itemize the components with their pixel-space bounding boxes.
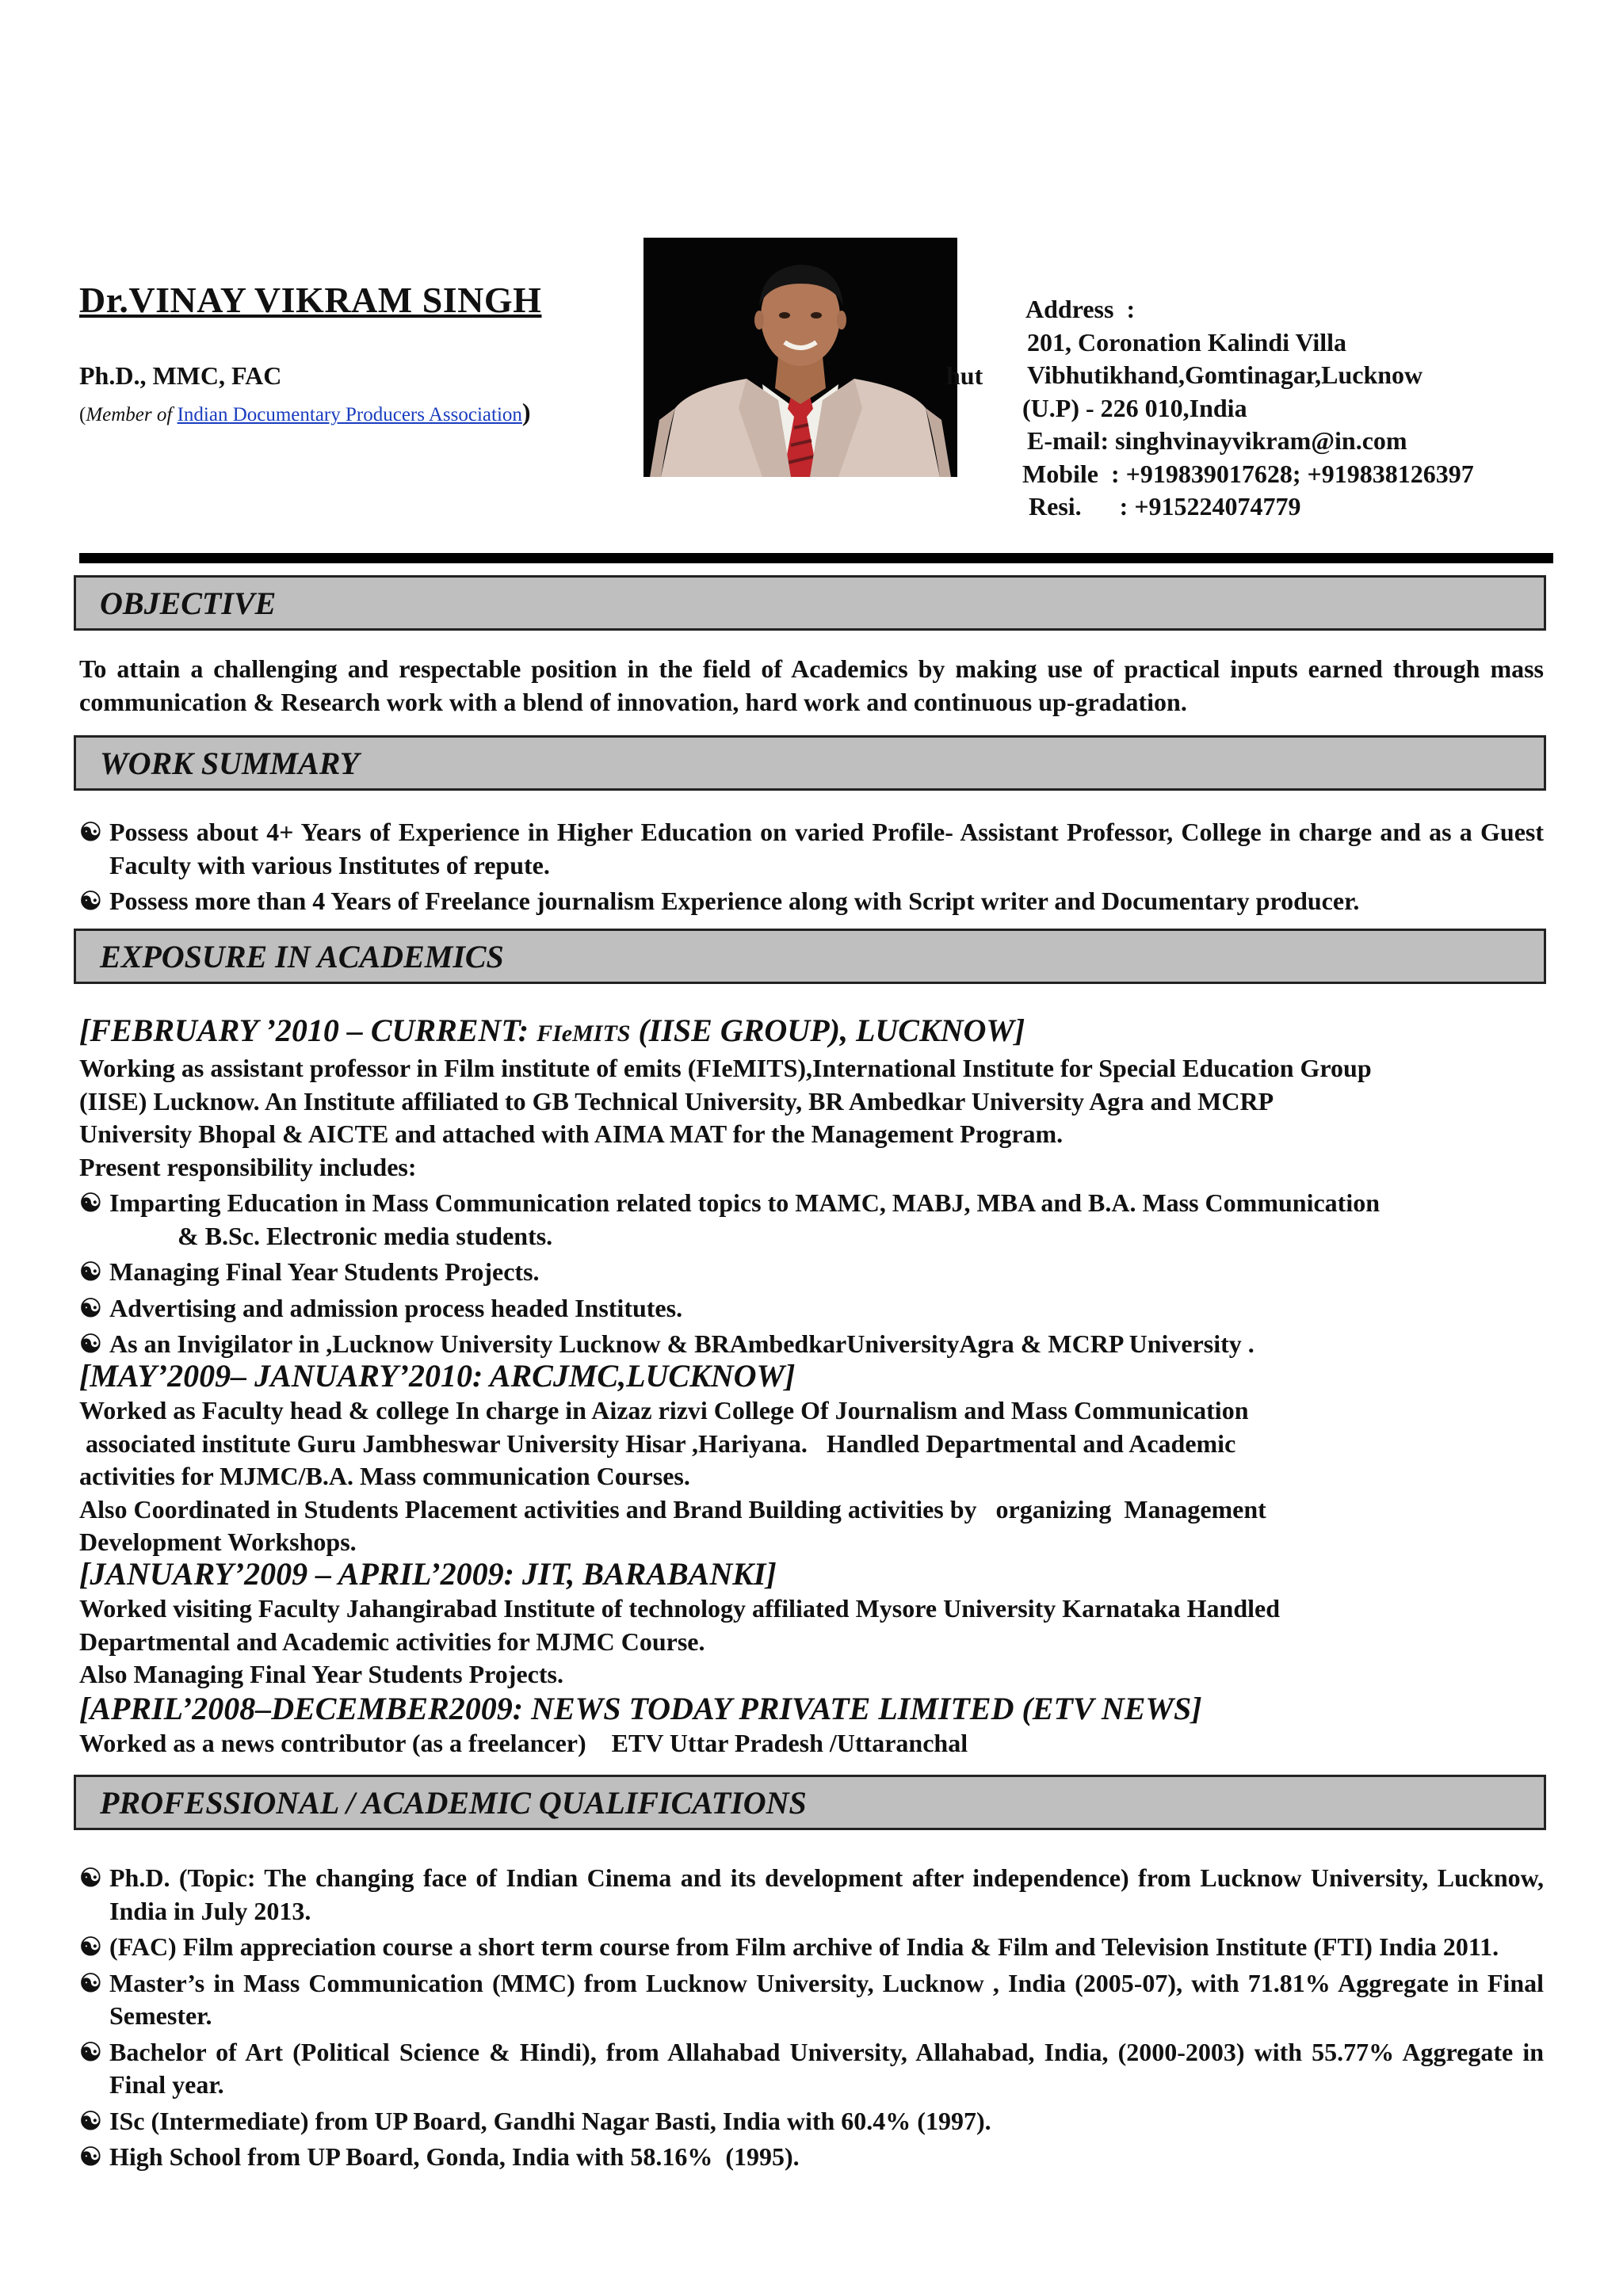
job3-line: Also Managing Final Year Students Projects.	[79, 1660, 563, 1688]
job3-title: [JANUARY’2009 – APRIL’2009: JIT, BARABANKI]	[79, 1556, 777, 1592]
job3-line: Departmental and Academic activities for MJMC Course.	[79, 1627, 705, 1656]
address-block	[1022, 293, 1474, 524]
job1-bullet: ☯ Managing Final Year Students Projects.	[79, 1256, 1544, 1289]
job1-line: (IISE) Lucknow. An Institute affiliated to GB Technical University, BR Ambedkar University Agra and MCRP	[79, 1086, 1274, 1116]
job3-line: Worked visiting Faculty Jahangirabad Institute of technology affiliated Mysore University Karnataka Handled	[79, 1594, 1280, 1623]
yin-yang-bullet-icon: ☯	[79, 818, 102, 846]
qualification-item: ☯ High School from UP Board, Gonda, India with 58.16% (1995).	[79, 2141, 1544, 2174]
membership-member-of: Member of	[86, 404, 178, 425]
work-summary-item: ☯ Possess about 4+ Years of Experience in Higher Education on varied Profile- Assistant Professor, College in charge and as a Guest Faculty with various Institutes of repute.	[79, 818, 1544, 879]
job1-line: University Bhopal & AICTE and attached with AIMA MAT for the Management Program.	[79, 1119, 1064, 1148]
job2-line: Worked as Faculty head & college In charge in Aizaz rizvi College Of Journalism and Mass Communication	[79, 1396, 1249, 1425]
job1-line: Present responsibility includes:	[79, 1152, 417, 1181]
yin-yang-bullet-icon: ☯	[79, 1932, 102, 1961]
address-resi: Resi. : +915224074779	[1029, 492, 1301, 521]
job4-line: Worked as a news contributor (as a freelancer) ETV Uttar Pradesh /Uttaranchal	[79, 1729, 968, 1757]
job1-bullet: ☯ Imparting Education in Mass Communication related topics to MAMC, MABJ, MBA and B.A. Mass Communication	[79, 1187, 1544, 1220]
address-email: E-mail: singhvinayvikram@in.com	[1027, 426, 1407, 455]
qualification-item: ☯ Ph.D. (Topic: The changing face of Indian Cinema and its development after independence) from Lucknow University, Lucknow, India in July 2013.	[79, 1863, 1544, 1925]
objective-heading: OBJECTIVE	[74, 575, 1546, 631]
yin-yang-bullet-icon: ☯	[79, 1188, 102, 1217]
job1-line: Working as assistant professor in Film institute of emits (FIeMITS),International Institute for Special Education Group	[79, 1054, 1372, 1082]
yin-yang-bullet-icon: ☯	[79, 2142, 102, 2171]
overlapped-text-fragment: hut	[946, 361, 983, 390]
job1-block	[79, 1013, 1544, 1361]
address-mobile: Mobile : +919839017628; +919838126397	[1022, 459, 1474, 488]
degrees: Ph.D., MMC, FAC	[79, 361, 282, 390]
exposure-heading: EXPOSURE IN ACADEMICS	[74, 929, 1546, 984]
candidate-name: Dr.VINAY VIKRAM SINGH	[79, 280, 542, 320]
yin-yang-bullet-icon: ☯	[79, 1863, 102, 1892]
job3-block	[79, 1556, 1544, 1691]
work-summary-heading: WORK SUMMARY	[74, 735, 1546, 791]
job2-block	[79, 1358, 1544, 1559]
work-summary-list	[79, 816, 1544, 918]
job4-title: [APRIL’2008–DECEMBER2009: NEWS TODAY PRIVATE LIMITED (ETV NEWS]	[79, 1691, 1202, 1726]
qualification-item: ☯ Master’s in Mass Communication (MMC) from Lucknow University, Lucknow , India (2005-07), with 71.81% Aggregate in Final Semester.	[79, 1968, 1544, 2030]
qualifications-list	[79, 1862, 1544, 2174]
profile-photo	[643, 238, 957, 477]
job2-line: Development Workshops.	[79, 1527, 357, 1556]
yin-yang-bullet-icon: ☯	[79, 2037, 102, 2066]
yin-yang-bullet-icon: ☯	[79, 1257, 102, 1286]
qualification-item: ☯ (FAC) Film appreciation course a short term course from Film archive of India & Film and Television Institute (FTI) India 2011.	[79, 1931, 1544, 1964]
membership-open: (	[79, 404, 86, 425]
yin-yang-bullet-icon: ☯	[79, 1293, 102, 1322]
address-line3: (U.P) - 226 010,India	[1022, 393, 1247, 422]
objective-text: To attain a challenging and respectable position in the field of Academics by making use of practical inputs earned through mass communication & Research work with a blend of innovation, hard work and continuous up-gradation.	[79, 654, 1544, 716]
header-divider	[79, 553, 1553, 563]
job4-block	[79, 1691, 1544, 1760]
job2-line: associated institute Guru Jambheswar University Hisar ,Hariyana. Handled Departmental and Academic	[79, 1428, 1236, 1458]
job2-line: Also Coordinated in Students Placement activities and Brand Building activities by organizing Management	[79, 1494, 1266, 1524]
address-line1: 201, Coronation Kalindi Villa	[1027, 327, 1347, 357]
job1-bullet: ☯ Advertising and admission process headed Institutes.	[79, 1292, 1544, 1325]
yin-yang-bullet-icon: ☯	[79, 887, 102, 915]
yin-yang-bullet-icon: ☯	[79, 1329, 102, 1358]
qualification-item: ☯ Bachelor of Art (Political Science & Hindi), from Allahabad University, Allahabad, India, (2000-2003) with 55.77% Aggregate in Final year.	[79, 2037, 1544, 2099]
job1-bullet-continuation: & B.Sc. Electronic media students.	[178, 1221, 553, 1250]
work-summary-item: ☯ Possess more than 4 Years of Freelance journalism Experience along with Script writer and Documentary producer.	[79, 885, 1544, 918]
job2-title: [MAY’2009– JANUARY’2010: ARCJMC,LUCKNOW]	[79, 1358, 796, 1394]
membership-link[interactable]: Indian Documentary Producers Association	[177, 404, 522, 425]
job1-bullet: ☯ As an Invigilator in ,Lucknow University Lucknow & BRAmbedkarUniversityAgra & MCRP University .	[79, 1328, 1544, 1361]
yin-yang-bullet-icon: ☯	[79, 2106, 102, 2135]
job2-line: activities for MJMC/B.A. Mass communication Courses.	[79, 1462, 690, 1490]
qualifications-heading: PROFESSIONAL / ACADEMIC QUALIFICATIONS	[74, 1775, 1546, 1830]
address-line2: Vibhutikhand,Gomtinagar,Lucknow	[1027, 360, 1423, 389]
address-label: Address :	[1025, 295, 1136, 323]
yin-yang-bullet-icon: ☯	[79, 1968, 102, 1997]
membership-close: )	[521, 398, 531, 426]
qualification-item: ☯ ISc (Intermediate) from UP Board, Gandhi Nagar Basti, India with 60.4% (1997).	[79, 2105, 1544, 2138]
membership-line	[79, 398, 531, 427]
job1-title: [FEBRUARY ’2010 – CURRENT: FIeMITS (IISE GROUP), LUCKNOW]	[79, 1013, 1025, 1048]
